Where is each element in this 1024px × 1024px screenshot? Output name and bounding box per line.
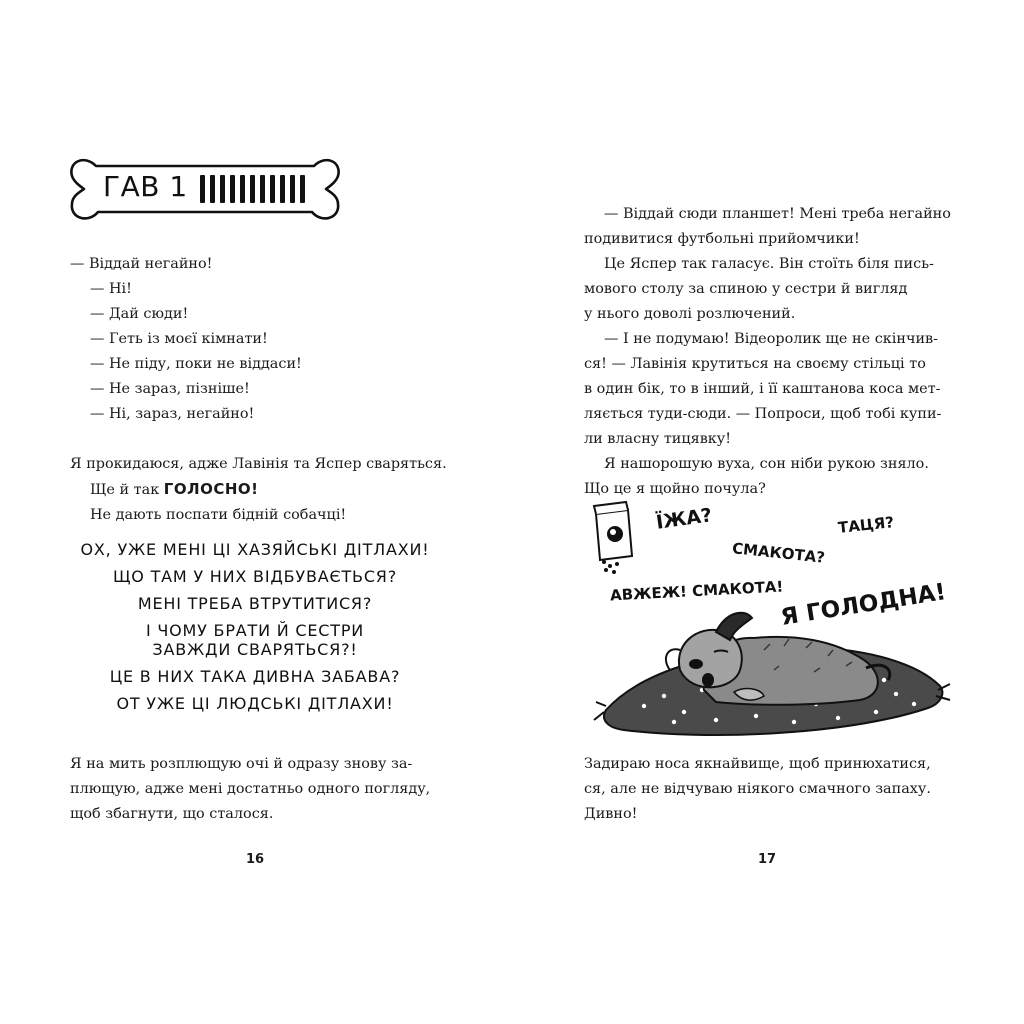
dog-food-bag-icon bbox=[594, 502, 632, 574]
closing-line: Я на мить розплющую очі й одразу знову за- bbox=[70, 756, 413, 772]
paragraph-line: — Віддай сюди планшет! Мені треба негайно bbox=[604, 206, 951, 222]
shout-line: ЦЕ В НИХ ТАКА ДИВНА ЗАБАВА? bbox=[109, 667, 401, 686]
page-number: 17 bbox=[757, 852, 777, 867]
chapter-heading bbox=[66, 150, 344, 228]
dialogue-line: — Не зараз, пізніше! bbox=[90, 381, 250, 397]
paragraph-line: ли власну тицявку! bbox=[584, 431, 732, 447]
shout-line: І ЧОМУ БРАТИ Й СЕСТРИ bbox=[145, 621, 365, 640]
paragraph-line: ляється туди-сюди. — Попроси, щоб тобі купи- bbox=[584, 406, 942, 422]
paragraph-line: Задираю носа якнайвище, щоб принюхатися, bbox=[584, 756, 931, 772]
chapter-title: ГАВ 1 bbox=[103, 170, 188, 203]
paragraph-line: ся! — Лавінія крутиться на своєму стільці то bbox=[584, 356, 926, 372]
paragraph-line: мового столу за спиною у сестри й вигляд bbox=[584, 281, 908, 297]
loud-word: ГОЛОСНО! bbox=[163, 480, 259, 498]
paragraph-line: ся, але не відчуваю ніякого смачного запаху. bbox=[584, 781, 931, 797]
thought-tasty: АВЖЕЖ! СМАКОТА! bbox=[609, 577, 784, 605]
paragraph-3 bbox=[584, 327, 941, 452]
dialogue-line: — Віддай негайно! bbox=[70, 256, 213, 272]
shout-line: ОТ УЖЕ ЦІ ЛЮДСЬКІ ДІТЛАХИ! bbox=[116, 694, 394, 713]
shout-line: ЩО ТАМ У НИХ ВІДБУВАЄТЬСЯ? bbox=[112, 567, 398, 586]
paragraph-line: Що це я щойно почула? bbox=[584, 481, 766, 497]
narration-line: Я прокидаюся, адже Лавінія та Яспер сваряться. bbox=[70, 456, 447, 472]
page-number: 16 bbox=[245, 852, 265, 867]
narration-block bbox=[70, 452, 447, 528]
dog-illustration bbox=[584, 500, 954, 750]
narration-line: Не дають поспати бідній собачці! bbox=[90, 507, 347, 523]
chapter-barcode-icon bbox=[200, 175, 310, 203]
closing-line: щоб збагнути, що сталося. bbox=[70, 806, 274, 822]
thought-tasty-question: СМАКОТА? bbox=[731, 539, 826, 567]
thought-hungry: Я ГОЛОДНА! bbox=[778, 579, 948, 631]
paragraph-line: подивитися футбольні прийомчики! bbox=[584, 231, 860, 247]
paragraph-4 bbox=[584, 452, 929, 502]
paragraph-line: в один бік, то в інший, і її каштанова коса мет- bbox=[584, 381, 941, 397]
paragraph-1 bbox=[584, 202, 951, 252]
dialogue-line: — Геть із моєї кімнати! bbox=[90, 331, 268, 347]
thought-food: ЇЖА? bbox=[654, 504, 714, 534]
narration-line bbox=[70, 477, 447, 503]
dog-on-cushion-icon bbox=[584, 500, 954, 750]
paragraph-2 bbox=[584, 252, 934, 327]
dog-thoughts bbox=[70, 540, 440, 721]
closing-line: плющую, адже мені достатньо одного погляду, bbox=[70, 781, 431, 797]
paragraph-line: у нього доволі розлючений. bbox=[584, 306, 796, 322]
paragraph-line: Дивно! bbox=[584, 806, 638, 822]
thought-bowl: ТАЦЯ? bbox=[837, 513, 895, 537]
shout-line: ОХ, УЖЕ МЕНІ ЦІ ХАЗЯЙСЬКІ ДІТЛАХИ! bbox=[80, 540, 430, 559]
dialogue-line: — Не піду, поки не віддаси! bbox=[90, 356, 302, 372]
dialogue-line: — Ні! bbox=[90, 281, 132, 297]
paragraph-line: — І не подумаю! Відеоролик ще не скінчив- bbox=[604, 331, 939, 347]
paragraph-line: Це Яспер так галасує. Він стоїть біля пись- bbox=[604, 256, 934, 272]
closing-block bbox=[70, 752, 430, 827]
paragraph-5 bbox=[584, 752, 931, 827]
dialogue-line: — Ні, зараз, негайно! bbox=[90, 406, 255, 422]
paragraph-line: Я нашорошую вуха, сон ніби рукою зняло. bbox=[604, 456, 929, 472]
narration-prefix: Ще й так bbox=[90, 482, 164, 498]
shout-line: ЗАВЖДИ СВАРЯТЬСЯ?! bbox=[152, 640, 358, 659]
dialogue-line: — Дай сюди! bbox=[90, 306, 189, 322]
dialogue-block bbox=[70, 252, 302, 427]
shout-line: МЕНІ ТРЕБА ВТРУТИТИСЯ? bbox=[137, 594, 373, 613]
